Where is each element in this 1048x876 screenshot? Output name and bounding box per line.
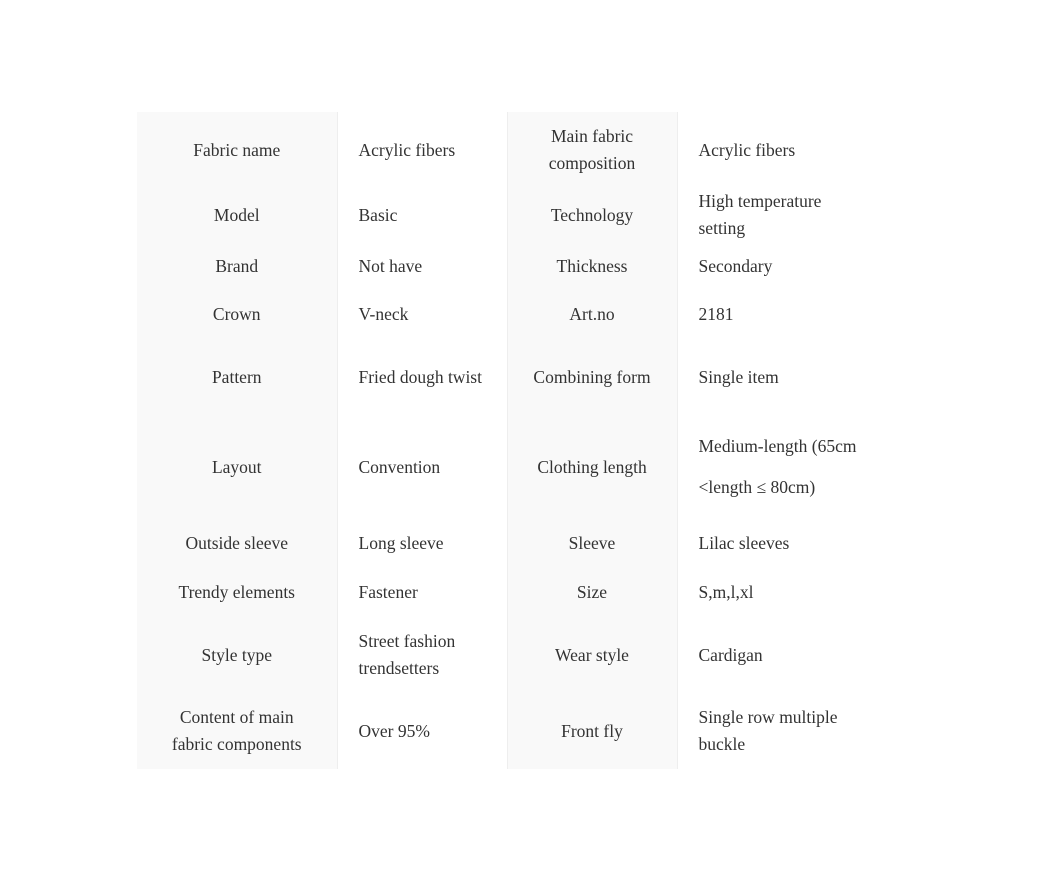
spec-key: Art.no [507,290,677,339]
spec-key: Pattern [137,339,337,415]
spec-value: Acrylic fibers [337,112,507,188]
spec-value: Medium-length (65cm <length ≤ 80cm) [677,415,890,519]
spec-value: Acrylic fibers [677,112,890,188]
spec-key: Brand [137,242,337,290]
spec-key: Layout [137,415,337,519]
spec-value: Basic [337,188,507,242]
spec-value: V-neck [337,290,507,339]
spec-value: Secondary [677,242,890,290]
spec-value: Fried dough twist [337,339,507,415]
table-row [137,339,890,415]
table-row [137,188,890,242]
spec-key: Model [137,188,337,242]
table-row [137,693,890,769]
spec-value: High temperature setting [677,188,890,242]
spec-key: Fabric name [137,112,337,188]
spec-value: Single item [677,339,890,415]
spec-value: Convention [337,415,507,519]
spec-value: Over 95% [337,693,507,769]
table-row [137,112,890,188]
spec-value: Single row multiple buckle [677,693,890,769]
spec-key: Combining form [507,339,677,415]
spec-key: Clothing length [507,415,677,519]
table-row [137,617,890,693]
spec-key: Wear style [507,617,677,693]
spec-key: Trendy elements [137,568,337,617]
spec-value: Lilac sleeves [677,519,890,568]
spec-key: Size [507,568,677,617]
spec-value: Fastener [337,568,507,617]
spec-key: Front fly [507,693,677,769]
spec-key: Thickness [507,242,677,290]
spec-value: S,m,l,xl [677,568,890,617]
spec-value: Street fashion trendsetters [337,617,507,693]
table-row [137,415,890,519]
spec-value: 2181 [677,290,890,339]
product-spec-table [137,112,890,769]
table-row [137,290,890,339]
spec-key: Main fabric composition [507,112,677,188]
table-row [137,519,890,568]
spec-key: Content of main fabric components [137,693,337,769]
spec-value: Long sleeve [337,519,507,568]
spec-value: Cardigan [677,617,890,693]
spec-key: Sleeve [507,519,677,568]
spec-key: Technology [507,188,677,242]
spec-key: Crown [137,290,337,339]
spec-key: Outside sleeve [137,519,337,568]
spec-value: Not have [337,242,507,290]
table-row [137,568,890,617]
spec-key: Style type [137,617,337,693]
table-row [137,242,890,290]
